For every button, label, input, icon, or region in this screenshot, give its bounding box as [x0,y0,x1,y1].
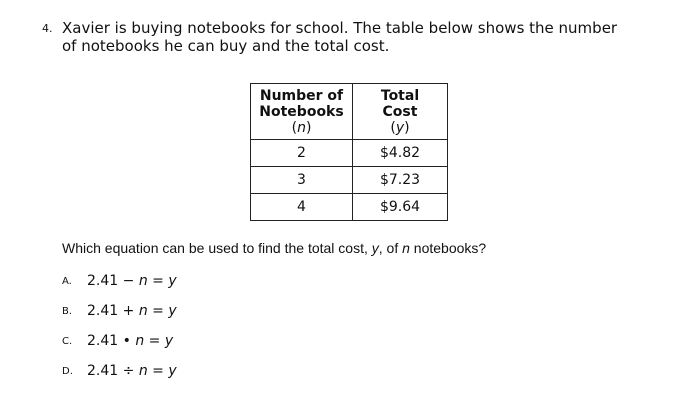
cost-cell: $4.82 [353,140,448,167]
header-1-line-2: Notebooks [259,104,344,120]
choice-var-y: y [168,273,177,289]
ask-part-2: , of [378,240,403,256]
header-total-cost [353,84,448,140]
choice-var-n: n [138,303,148,319]
notebooks-cell: 4 [251,194,353,221]
question-prompt-line-1: Xavier is buying notebooks for school. The table below shows the number [62,19,618,37]
choice-expression [87,273,177,289]
choice-equals: = [152,273,164,289]
choice-var-n: n [138,273,148,289]
choice-expression [87,303,177,319]
choice-operator: − [122,273,135,289]
question-number: 4. [42,22,53,35]
choice-equals: = [148,333,161,349]
choice-var-y: y [168,363,177,379]
ask-part-1: Which equation can be used to find the total cost, [62,240,372,256]
header-number-of-notebooks [251,84,353,140]
choice-var-y: y [168,303,177,319]
choice-letter: D. [62,366,73,377]
table-row [251,140,448,167]
cost-cell: $7.23 [353,167,448,194]
header-2-variable-name: y [395,120,405,136]
header-2-line-2: Cost [382,104,418,120]
choice-equals: = [152,363,164,379]
choice-expression [87,333,173,349]
header-1-line-1: Number of [259,88,344,104]
choice-letter: B. [62,306,73,317]
choice-constant: 2.41 [87,303,119,319]
choice-var-n: n [135,333,145,349]
choice-letter: A. [62,276,72,287]
ask-part-3: notebooks? [409,240,487,256]
notebooks-cell: 3 [251,167,353,194]
choice-var-y: y [164,333,174,349]
question-prompt-line-2: of notebooks he can buy and the total cost. [62,37,390,55]
ask-var-n: n [402,240,410,256]
choice-constant: 2.41 [87,363,119,379]
choice-operator: ÷ [122,363,135,379]
choice-expression [87,363,177,379]
header-2-variable: (y) [390,120,410,136]
choice-constant: 2.41 [87,333,119,349]
ask-var-y: y [371,240,379,256]
choice-var-n: n [138,363,148,379]
choice-equals: = [152,303,164,319]
table-row [251,194,448,221]
table-row [251,167,448,194]
choice-letter: C. [62,336,73,347]
choice-operator: + [122,303,135,319]
header-1-variable-name: n [297,120,306,136]
notebooks-cost-table [250,83,448,221]
notebooks-cell: 2 [251,140,353,167]
choice-operator: • [122,333,131,349]
cost-cell: $9.64 [353,194,448,221]
question-prompt [62,19,662,55]
choice-constant: 2.41 [87,273,119,289]
header-1-variable: (n) [291,120,312,136]
question-ask [62,240,486,256]
header-2-line-1: Total [380,88,420,104]
